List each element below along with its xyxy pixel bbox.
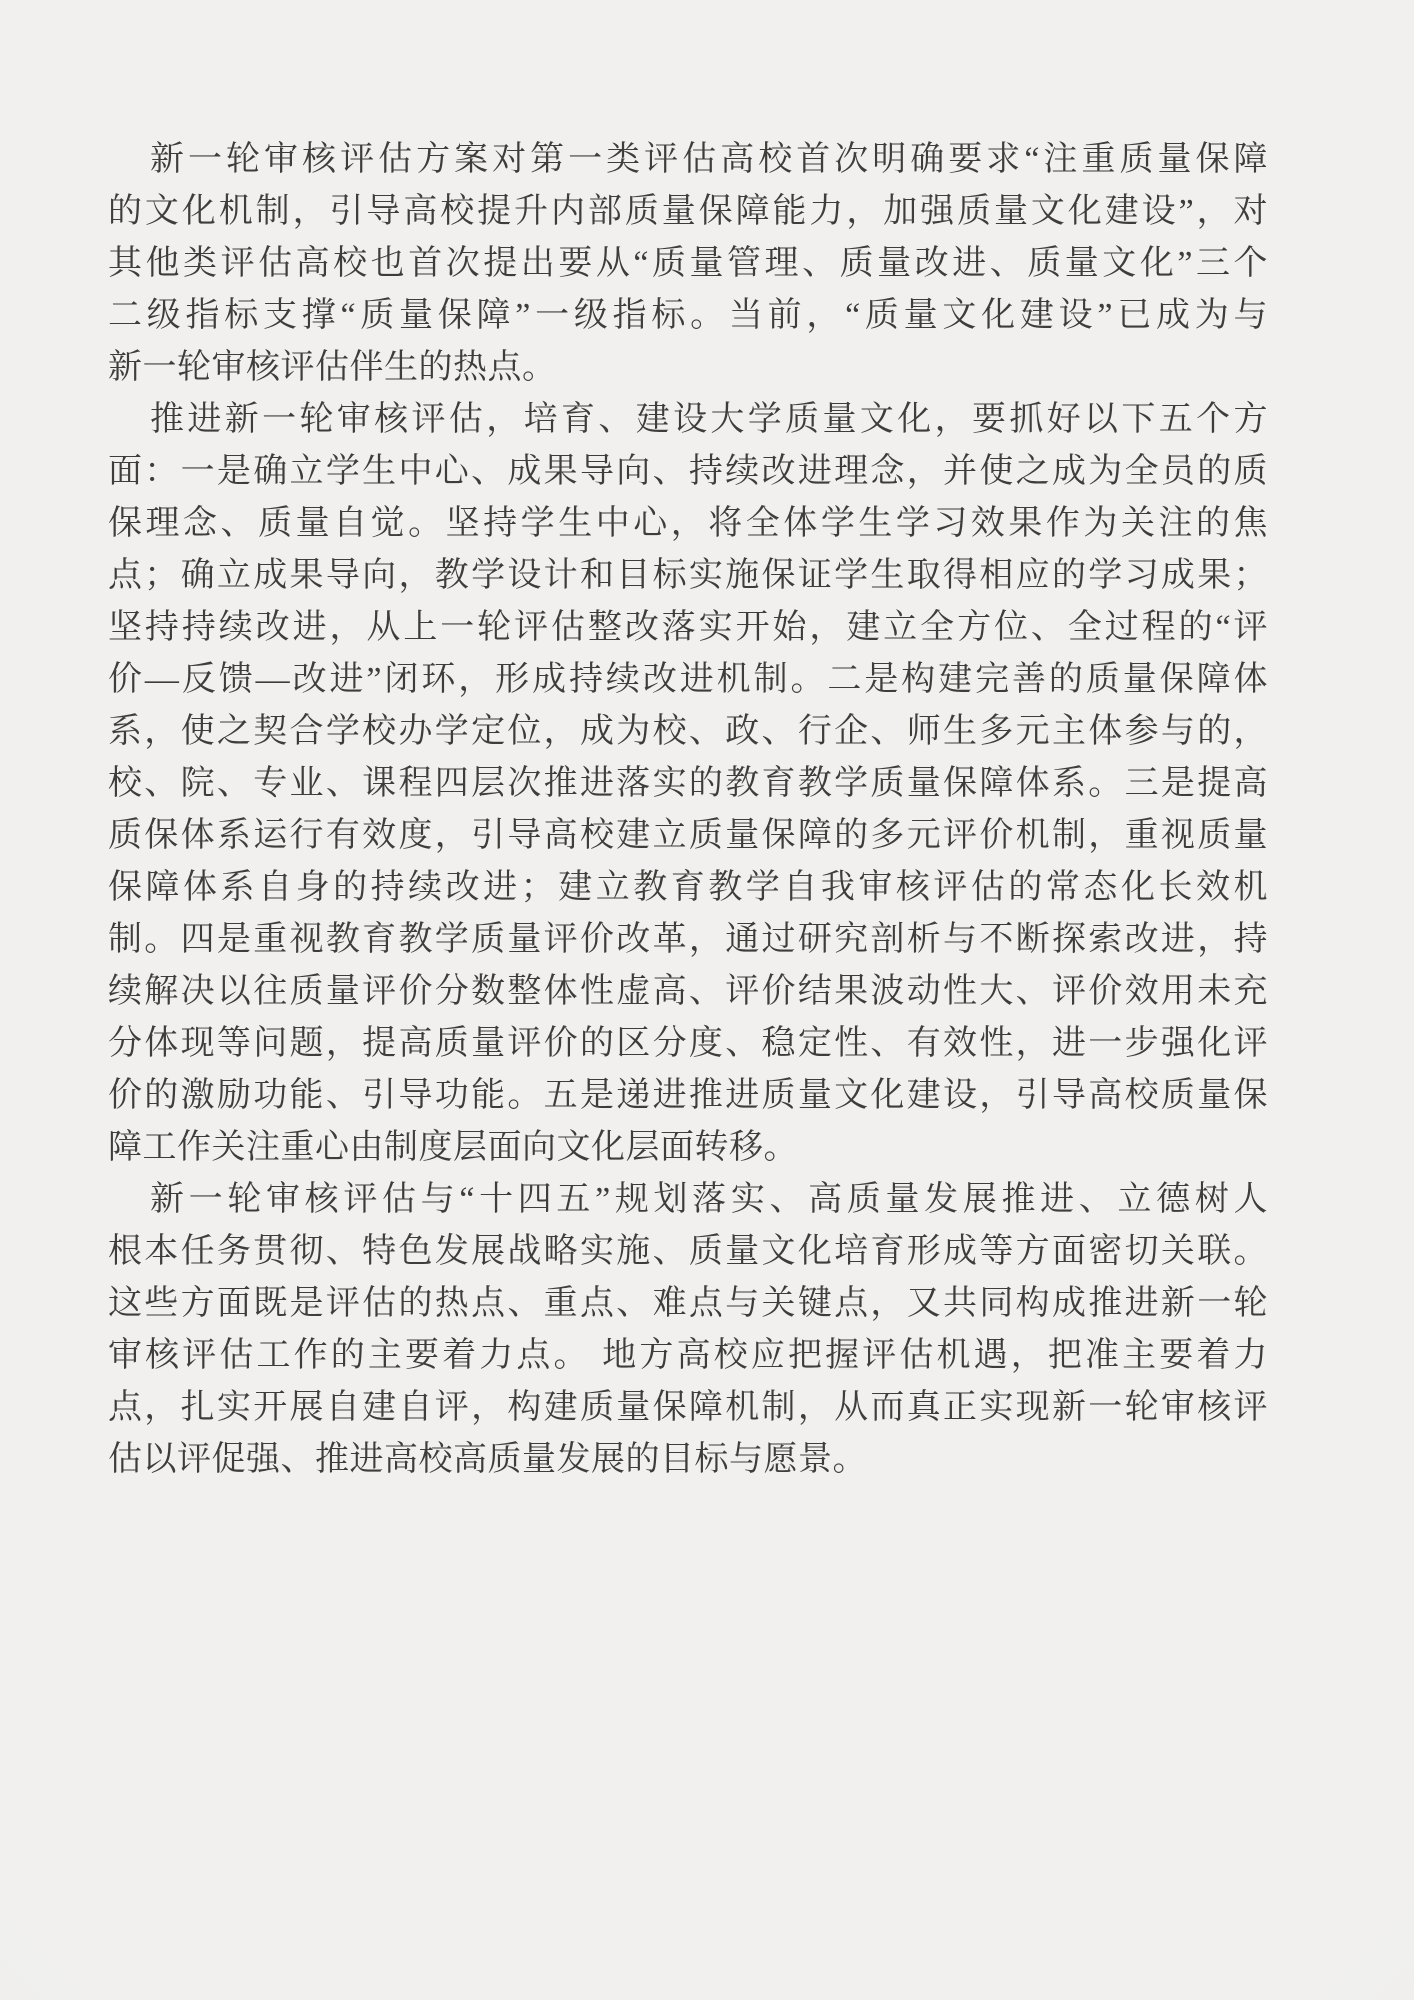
text-line: 估以评促强、推进高校高质量发展的目标与愿景。 [108,1441,867,1478]
text-line: 新一轮审核评估伴生的热点。 [108,349,557,386]
document-text [108,134,1268,1486]
text-line: 二级指标支撑“质量保障”一级指标。当前，“质量文化建设”已成为与 [108,297,1268,334]
text-line: 根本任务贯彻、特色发展战略实施、质量文化培育形成等方面密切关联。 [108,1233,1268,1270]
text-line: 这些方面既是评估的热点、重点、难点与关键点，又共同构成推进新一轮 [108,1285,1268,1322]
text-line: 制。四是重视教育教学质量评价改革，通过研究剖析与不断探索改进，持 [108,921,1268,958]
text-line: 障工作关注重心由制度层面向文化层面转移。 [108,1129,798,1166]
text-line: 坚持持续改进，从上一轮评估整改落实开始，建立全方位、全过程的“评 [108,609,1268,646]
paragraph [108,1174,1268,1486]
paragraph [108,134,1268,394]
text-line: 新一轮审核评估与“十四五”规划落实、高质量发展推进、立德树人 [150,1181,1268,1218]
text-line: 保障体系自身的持续改进；建立教育教学自我审核评估的常态化长效机 [108,869,1268,906]
text-line: 推进新一轮审核评估，培育、建设大学质量文化，要抓好以下五个方 [150,401,1268,438]
text-line: 审核评估工作的主要着力点。 地方高校应把握评估机遇，把准主要着力 [108,1337,1268,1374]
text-line: 新一轮审核评估方案对第一类评估高校首次明确要求“注重质量保障 [150,141,1268,178]
text-line: 分体现等问题，提高质量评价的区分度、稳定性、有效性，进一步强化评 [108,1025,1268,1062]
text-line: 点；确立成果导向，教学设计和目标实施保证学生取得相应的学习成果； [108,557,1268,594]
text-line: 的文化机制，引导高校提升内部质量保障能力，加强质量文化建设”，对 [108,193,1268,230]
text-line: 面：一是确立学生中心、成果导向、持续改进理念，并使之成为全员的质 [108,453,1268,490]
text-line: 点，扎实开展自建自评，构建质量保障机制，从而真正实现新一轮审核评 [108,1389,1268,1426]
text-line: 其他类评估高校也首次提出要从“质量管理、质量改进、质量文化”三个 [108,245,1268,282]
text-line: 价的激励功能、引导功能。五是递进推进质量文化建设，引导高校质量保 [108,1077,1268,1114]
text-line: 系，使之契合学校办学定位，成为校、政、行企、师生多元主体参与的， [108,713,1268,750]
paragraph [108,394,1268,1174]
text-line: 保理念、质量自觉。坚持学生中心，将全体学生学习效果作为关注的焦 [108,505,1268,542]
text-line: 校、院、专业、课程四层次推进落实的教育教学质量保障体系。三是提高 [108,765,1268,802]
text-line: 质保体系运行有效度，引导高校建立质量保障的多元评价机制，重视质量 [108,817,1268,854]
text-line: 续解决以往质量评价分数整体性虚高、评价结果波动性大、评价效用未充 [108,973,1268,1010]
text-line: 价—反馈—改进”闭环，形成持续改进机制。二是构建完善的质量保障体 [108,661,1268,698]
